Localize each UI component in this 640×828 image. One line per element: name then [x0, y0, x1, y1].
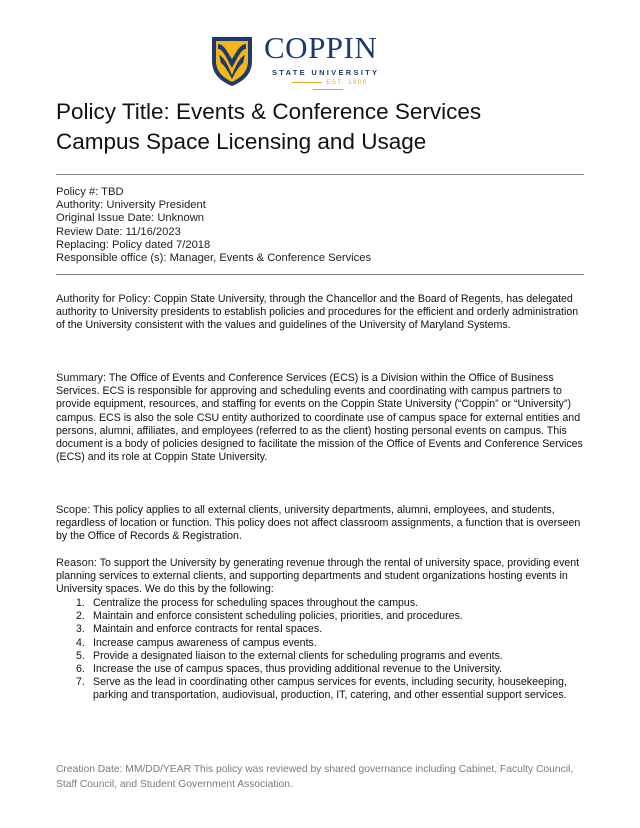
- reason-label: Reason:: [56, 557, 97, 569]
- policy-number: Policy #: TBD: [56, 186, 124, 198]
- footer-note: Creation Date: MM/DD/YEAR This policy was reviewed by shared governance including Cabinet, Faculty Council, Staff Council, and Student Government Association.: [56, 764, 574, 790]
- policy-title-line-1: Policy Title: Events & Conference Services: [56, 99, 482, 124]
- list-item: [56, 650, 588, 663]
- list-item-text: Increase the use of campus spaces, thus providing additional revenue to the University.: [93, 663, 503, 676]
- list-item: [56, 597, 588, 610]
- summary-text: The Office of Events and Conference Services (ECS) is a Division within the Office of Business Services. ECS is responsible for approving and scheduling events and coordinating with campus partners to provide equipment, resources, and staffing for events on the Coppin State University (“Coppin” or “University”) campus. ECS is also the sole CSU entity authorized to coordinate use of campus space for external entities and persons, alumni, affiliates, and employees (referred to as the client) hosting personal events on campus. This document is a body of policies designed to facilitate the mission of the Office of Events and Conference Services (ECS) and its role at Coppin State University.: [56, 372, 583, 464]
- scope-label: Scope:: [56, 504, 91, 516]
- reason-list: [56, 597, 588, 703]
- policy-metadata: [56, 186, 371, 265]
- review-date: Review Date: 11/16/2023: [56, 225, 181, 238]
- logo-wordmark: COPPIN: [264, 30, 378, 65]
- list-item: [56, 610, 588, 623]
- reason-section: [56, 557, 588, 597]
- list-item-number: 2.: [76, 610, 85, 623]
- shield-emblem-icon: [210, 35, 254, 87]
- list-item-text: Centralize the process for scheduling spaces throughout the campus.: [93, 597, 419, 609]
- top-divider: [56, 174, 584, 175]
- bottom-divider: [56, 274, 584, 275]
- authority-for-policy-section: [56, 293, 588, 333]
- summary-section: [56, 372, 588, 464]
- list-item-number: 1.: [76, 597, 85, 609]
- policy-title: [56, 97, 596, 157]
- list-item: [56, 663, 588, 676]
- policy-authority: Authority: University President: [56, 199, 206, 212]
- logo-subtitle: STATE UNIVERSITY: [272, 68, 380, 77]
- list-item-text: Provide a designated liaison to the external clients for scheduling programs and events.: [93, 649, 503, 662]
- summary-label: Summary:: [56, 372, 107, 384]
- scope-section: [56, 504, 588, 544]
- reason-text: To support the University by generating revenue through the rental of university space, providing event planning services to external clients, and supporting departments and student organizations hosting events in University spaces. We do this by the following:: [56, 557, 580, 596]
- authority-for-policy-text: Coppin State University, through the Chancellor and the Board of Regents, has delegated authority to University presidents to establish policies and procedures for the efficient and orderly administration of the University consistent with the values and guidelines of the University of Maryland Systems.: [56, 293, 579, 332]
- list-item: [56, 637, 588, 650]
- list-item-text: Maintain and enforce consistent scheduling policies, priorities, and procedures.: [93, 610, 463, 623]
- list-item-number: 4.: [76, 636, 85, 649]
- logo-established-text: EST. 1900: [326, 80, 368, 86]
- authority-for-policy-label: Authority for Policy:: [56, 293, 151, 305]
- list-item-text: Serve as the lead in coordinating other campus services for events, including security, housekeeping, parking and transportation, audiovisual, production, IT, catering, and other essential support services.: [93, 676, 567, 702]
- list-item: [56, 676, 588, 702]
- list-item-number: 5.: [76, 649, 85, 662]
- logo-established: [272, 80, 384, 94]
- replacing-policy: Replacing: Policy dated 7/2018: [56, 238, 211, 251]
- responsible-office: Responsible office (s): Manager, Events & Conference Services: [56, 252, 372, 265]
- list-item-text: Increase campus awareness of campus events.: [93, 636, 317, 649]
- list-item-number: 3.: [76, 623, 85, 636]
- policy-title-line-2: Campus Space Licensing and Usage: [56, 129, 427, 154]
- list-item-number: 6.: [76, 663, 85, 676]
- list-item: [56, 623, 588, 636]
- original-issue-date: Original Issue Date: Unknown: [56, 212, 204, 225]
- list-item-text: Maintain and enforce contracts for rental spaces.: [93, 623, 323, 636]
- scope-text: This policy applies to all external clients, university departments, alumni, employees, and students, regardless of location or function. This policy does not affect classroom assignments, a function that is overseen by the Office of Records & Registration.: [56, 504, 581, 543]
- coppin-logo: [188, 18, 408, 88]
- list-item-number: 7.: [76, 676, 85, 689]
